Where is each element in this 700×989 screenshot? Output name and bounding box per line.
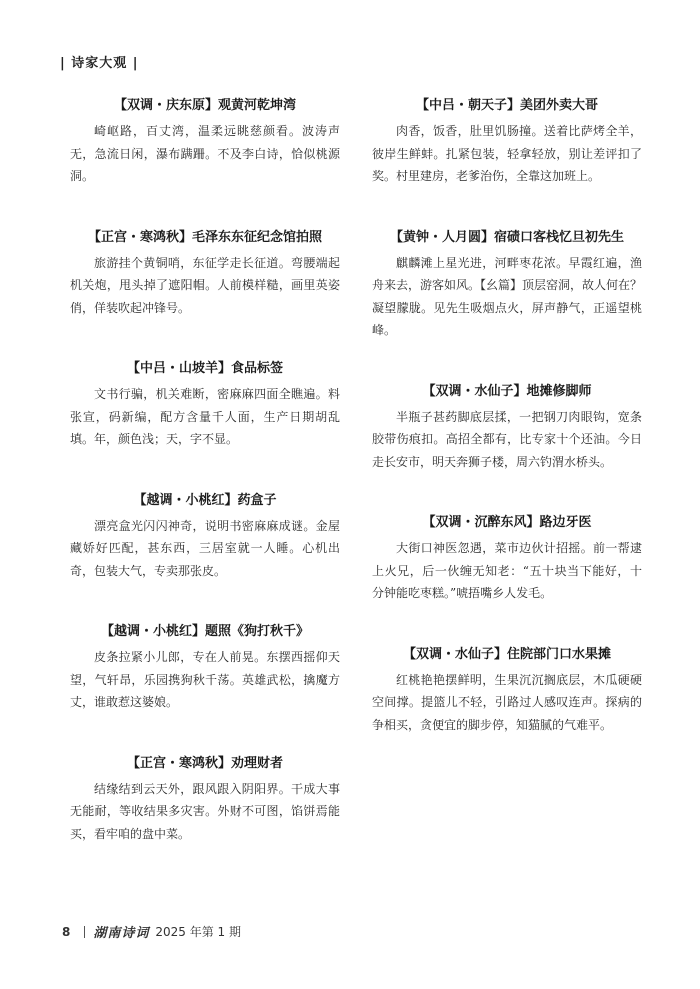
poem-title: 【黄钟・人月圆】宿碛口客栈忆旦初先生 [389, 229, 624, 245]
poem [372, 96, 642, 188]
poem-body: 半瓶子甚药脚底层揉，一把钢刀肉眼钩，宽条胶带伤痕扣。高招全都有，比专家十个还油。今日走长安市，明天奔狮子楼，周六钓渭水桥头。 [372, 409, 642, 469]
poem-title: 【越调・小桃红】药盒子 [133, 492, 277, 508]
poem-title: 【双调・水仙子】住院部门口水果摊 [402, 646, 611, 662]
poem-title: 【中吕・朝天子】美团外卖大哥 [415, 98, 598, 113]
poem-body: 大街口神医忽遇，菜市边伙计招摇。前一帮逮上火兄，后一伙缠无知老：“五十块当下能好，十分钟能吃枣糕。”唬捂嘴乡人发毛。 [372, 541, 642, 600]
poem [70, 96, 340, 188]
poem-title: 【双调・庆东原】观黄河乾坤湾 [113, 98, 296, 113]
poem [70, 359, 340, 451]
section-header: | 诗家大观 | [60, 56, 139, 71]
poem [70, 622, 340, 714]
right-column [372, 96, 642, 736]
page-footer [62, 922, 241, 941]
poem-title: 【中吕・山坡羊】食品标签 [126, 361, 283, 376]
magazine-logo: 湖南诗词 [93, 926, 150, 941]
footer-divider [84, 926, 85, 938]
left-column [70, 96, 340, 845]
poem-title: 【双调・沉醉东风】路边牙医 [422, 515, 592, 530]
poem-body: 文书行骗，机关难断，密麻麻四面全瞧遍。料张宣，码新编，配方含量千人面，生产日期胡乱填。年，颜色浅；天，字不显。 [70, 387, 340, 446]
poem [372, 513, 642, 605]
poem [70, 228, 340, 320]
page-number: 8 [62, 924, 71, 939]
poem-body: 肉香，饭香，肚里饥肠撞。送着比萨烤全羊，彼岸生鲜蚌。扎紧包装，轻拿轻放，别让差评扣了奖。村里建房，老爹治伤，全靠这加班上。 [372, 124, 642, 183]
poem-body: 结缘结到云天外，跟风跟入阴阳界。干成大事无能耐，等收结果多灾害。外财不可图，馅饼焉能买，看牢咱的盘中菜。 [70, 781, 340, 841]
poem-body: 皮条拉紧小儿郎，专在人前晃。东摆西摇仰天望，气轩昂，乐园携狗秋千荡。英雄武松，擒魔方丈，谁敢惹这婆娘。 [70, 650, 340, 709]
poem-body: 红桃艳艳摆鲜明，生果沉沉搁底层，木瓜硬硬空间撑。提篮儿不轻，引路过人感叹连声。探病的争相买，贪便宜的脚步停，知猫腻的气难平。 [372, 672, 642, 732]
poem [70, 754, 340, 846]
poem [372, 228, 642, 342]
poem-body: 漂亮盒光闪闪神奇，说明书密麻麻成谜。金屋藏娇好匹配，甚东西，三居室就一人睡。心机出奇，包装大气，专卖那张皮。 [70, 518, 340, 578]
poem-body: 麒麟滩上星光进，河畔枣花浓。早霞红遍，渔舟来去，游客如风。【幺篇】顶层窑洞，故人何在？凝望朦胧。见先生吸烟点火，屏声静气，正遥望桃峰。 [372, 255, 643, 337]
poem [372, 645, 642, 737]
poem [372, 382, 642, 474]
poem-title: 【正宫・寒鸿秋】毛泽东东征纪念馆拍照 [87, 229, 322, 245]
poem-title: 【双调・水仙子】地摊修脚师 [422, 383, 592, 399]
poem-body: 崎岖路，百丈湾，温柔远眺慈颜看。波涛声无，急流日闲，瀑布蹒跚。不及李白诗，恰似桃源洞。 [70, 124, 340, 183]
poem-title: 【越调・小桃红】题照《狗打秋千》 [100, 624, 309, 639]
poem [70, 491, 340, 583]
poem-body: 旅游挂个黄铜哨，东征学走长征道。弯腰端起机关炮，甩头掉了遮阳帽。人前模样糙，画里英姿俏，佯装吹起冲锋号。 [70, 255, 340, 315]
poem-title: 【正宫・寒鸿秋】劝理财者 [126, 755, 283, 771]
issue-label: 2025 年第 1 期 [155, 925, 241, 939]
